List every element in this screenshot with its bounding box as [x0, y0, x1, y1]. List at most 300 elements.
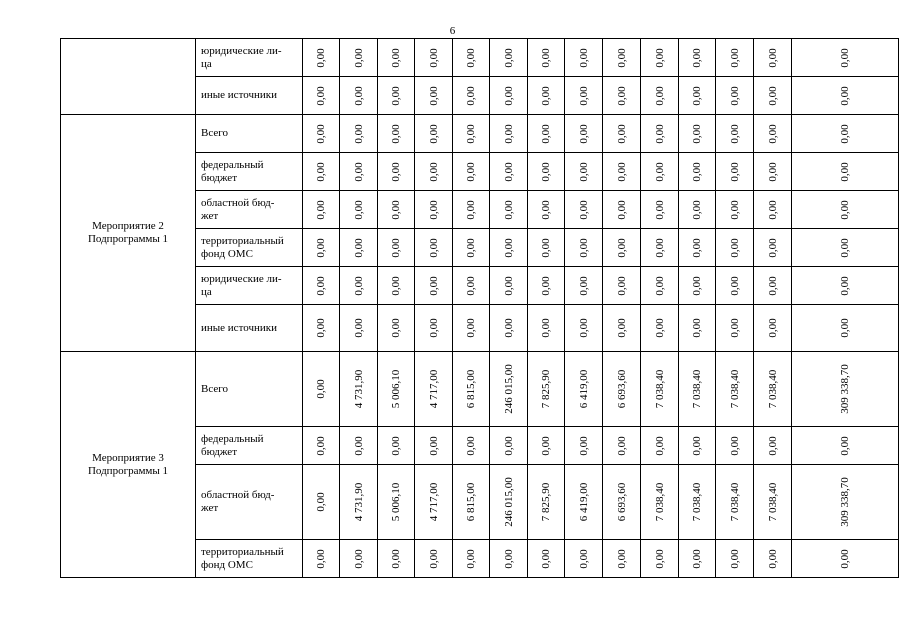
value-text: 0,00: [653, 275, 666, 296]
total-text: 0,00: [839, 435, 851, 456]
value-cell: [565, 540, 603, 578]
value-text: 0,00: [766, 199, 779, 220]
value-text: 0,00: [502, 47, 515, 68]
value-text: 0,00: [728, 85, 741, 106]
value-text: 0,00: [615, 435, 628, 456]
value-text: 0,00: [315, 492, 327, 512]
funding-source: Всего: [196, 352, 303, 427]
total-text: 0,00: [839, 161, 851, 182]
value-text: 0,00: [502, 85, 515, 106]
value-text: 0,00: [540, 47, 552, 68]
total-cell: [792, 39, 899, 77]
value-cell: [453, 267, 490, 305]
total-cell: [792, 540, 899, 578]
value-cell: [378, 267, 415, 305]
value-cell: [716, 191, 754, 229]
value-text: 0,00: [315, 318, 327, 338]
value-text: 6 693,60: [615, 482, 628, 522]
value-cell: [303, 39, 340, 77]
funding-source: областной бюд- жет: [196, 465, 303, 540]
value-text: 0,00: [390, 199, 402, 220]
value-text: 0,00: [352, 275, 365, 296]
value-cell: [415, 305, 453, 352]
value-text: 4 731,90: [352, 482, 365, 522]
value-cell: [528, 229, 565, 267]
value-text: 0,00: [728, 47, 741, 68]
value-cell: [303, 465, 340, 540]
value-text: 0,00: [728, 275, 741, 296]
value-text: 0,00: [352, 435, 365, 456]
value-text: 0,00: [540, 161, 552, 182]
value-text: 0,00: [615, 47, 628, 68]
value-text: 0,00: [577, 435, 590, 456]
value-text: 0,00: [691, 318, 703, 338]
value-text: 0,00: [653, 318, 666, 338]
table-row: [61, 352, 899, 427]
value-text: 0,00: [315, 85, 327, 106]
value-cell: [378, 191, 415, 229]
value-cell: [754, 305, 792, 352]
value-text: 0,00: [766, 85, 779, 106]
value-cell: [378, 77, 415, 115]
value-text: 0,00: [502, 318, 515, 338]
value-text: 0,00: [653, 199, 666, 220]
budget-table: [60, 38, 899, 578]
value-cell: [603, 305, 641, 352]
value-cell: [716, 352, 754, 427]
value-text: 5 006,10: [390, 482, 402, 522]
value-cell: [340, 540, 378, 578]
value-text: 0,00: [465, 161, 477, 182]
value-text: 7 038,40: [691, 369, 703, 409]
value-text: 0,00: [465, 435, 477, 456]
value-cell: [303, 115, 340, 153]
value-text: 0,00: [766, 123, 779, 144]
value-text: 0,00: [427, 548, 440, 569]
value-text: 0,00: [577, 199, 590, 220]
value-cell: [340, 352, 378, 427]
value-text: 7 038,40: [728, 369, 741, 409]
value-text: 0,00: [427, 85, 440, 106]
value-text: 0,00: [502, 199, 515, 220]
value-cell: [378, 115, 415, 153]
value-text: 0,00: [577, 123, 590, 144]
value-text: 0,00: [577, 318, 590, 338]
value-cell: [565, 352, 603, 427]
value-cell: [679, 267, 716, 305]
value-cell: [303, 305, 340, 352]
value-cell: [528, 115, 565, 153]
value-cell: [716, 229, 754, 267]
value-text: 0,00: [315, 548, 327, 569]
value-cell: [378, 229, 415, 267]
value-cell: [528, 77, 565, 115]
value-cell: [378, 153, 415, 191]
value-text: 6 419,00: [577, 369, 590, 409]
value-cell: [641, 540, 679, 578]
value-cell: [528, 305, 565, 352]
value-text: 0,00: [540, 318, 552, 338]
value-text: 0,00: [352, 123, 365, 144]
value-text: 0,00: [728, 161, 741, 182]
value-cell: [415, 115, 453, 153]
value-cell: [303, 427, 340, 465]
value-cell: [754, 153, 792, 191]
value-cell: [340, 465, 378, 540]
value-cell: [679, 465, 716, 540]
value-text: 0,00: [427, 237, 440, 258]
value-cell: [716, 153, 754, 191]
value-text: 0,00: [766, 237, 779, 258]
value-cell: [679, 39, 716, 77]
value-cell: [641, 39, 679, 77]
value-cell: [303, 267, 340, 305]
value-text: 0,00: [766, 318, 779, 338]
table-row: [61, 39, 899, 77]
value-cell: [340, 39, 378, 77]
value-text: 7 038,40: [691, 482, 703, 522]
total-text: 0,00: [839, 47, 851, 68]
total-cell: [792, 427, 899, 465]
value-cell: [340, 427, 378, 465]
value-cell: [641, 465, 679, 540]
value-text: 0,00: [502, 435, 515, 456]
value-text: 0,00: [691, 85, 703, 106]
value-cell: [679, 191, 716, 229]
value-cell: [453, 115, 490, 153]
value-cell: [378, 305, 415, 352]
value-cell: [641, 229, 679, 267]
value-cell: [415, 465, 453, 540]
value-cell: [716, 427, 754, 465]
value-cell: [528, 267, 565, 305]
value-cell: [340, 115, 378, 153]
value-text: 0,00: [540, 435, 552, 456]
total-text: 0,00: [839, 85, 851, 106]
value-cell: [490, 305, 528, 352]
value-cell: [603, 540, 641, 578]
value-cell: [378, 427, 415, 465]
value-cell: [679, 77, 716, 115]
funding-source: Всего: [196, 115, 303, 153]
funding-source: федеральный бюджет: [196, 427, 303, 465]
value-text: 0,00: [540, 199, 552, 220]
value-cell: [565, 267, 603, 305]
value-text: 0,00: [465, 85, 477, 106]
value-cell: [415, 39, 453, 77]
total-text: 309 338,70: [839, 364, 851, 414]
value-cell: [415, 191, 453, 229]
value-text: 7 038,40: [766, 369, 779, 409]
total-text: 0,00: [839, 275, 851, 296]
value-cell: [528, 39, 565, 77]
value-text: 0,00: [502, 275, 515, 296]
value-text: 0,00: [465, 47, 477, 68]
value-cell: [603, 115, 641, 153]
value-cell: [641, 191, 679, 229]
value-text: 0,00: [540, 275, 552, 296]
value-text: 0,00: [315, 123, 327, 144]
value-cell: [565, 77, 603, 115]
value-text: 0,00: [390, 85, 402, 106]
value-text: 0,00: [390, 435, 402, 456]
value-text: 0,00: [691, 435, 703, 456]
value-text: 0,00: [315, 47, 327, 68]
value-text: 0,00: [615, 237, 628, 258]
value-cell: [565, 305, 603, 352]
value-text: 0,00: [615, 123, 628, 144]
value-text: 0,00: [352, 548, 365, 569]
value-text: 0,00: [352, 237, 365, 258]
value-cell: [453, 191, 490, 229]
value-text: 0,00: [728, 237, 741, 258]
value-cell: [565, 229, 603, 267]
value-cell: [528, 465, 565, 540]
value-cell: [453, 465, 490, 540]
value-text: 0,00: [502, 237, 515, 258]
value-cell: [340, 267, 378, 305]
value-cell: [490, 39, 528, 77]
value-cell: [490, 115, 528, 153]
value-cell: [603, 427, 641, 465]
value-text: 0,00: [728, 199, 741, 220]
funding-source: областной бюд- жет: [196, 191, 303, 229]
value-text: 0,00: [465, 275, 477, 296]
value-cell: [378, 540, 415, 578]
total-text: 0,00: [839, 123, 851, 144]
value-cell: [528, 191, 565, 229]
value-text: 6 419,00: [577, 482, 590, 522]
value-cell: [754, 465, 792, 540]
value-cell: [716, 39, 754, 77]
value-text: 4 717,00: [427, 482, 440, 522]
funding-source: федеральный бюджет: [196, 153, 303, 191]
value-text: 0,00: [691, 199, 703, 220]
value-cell: [565, 39, 603, 77]
value-text: 246 015,00: [502, 477, 515, 527]
value-text: 0,00: [653, 123, 666, 144]
value-text: 0,00: [577, 85, 590, 106]
value-text: 0,00: [728, 318, 741, 338]
value-text: 0,00: [615, 85, 628, 106]
value-text: 0,00: [465, 548, 477, 569]
value-text: 0,00: [766, 435, 779, 456]
value-cell: [641, 352, 679, 427]
value-cell: [716, 267, 754, 305]
total-cell: [792, 115, 899, 153]
value-cell: [303, 191, 340, 229]
value-cell: [565, 191, 603, 229]
value-cell: [603, 229, 641, 267]
value-text: 0,00: [390, 161, 402, 182]
value-cell: [415, 267, 453, 305]
value-cell: [603, 153, 641, 191]
value-text: 0,00: [465, 318, 477, 338]
value-cell: [603, 352, 641, 427]
value-cell: [679, 305, 716, 352]
value-cell: [603, 465, 641, 540]
value-text: 0,00: [352, 199, 365, 220]
value-text: 0,00: [352, 85, 365, 106]
value-text: 0,00: [390, 318, 402, 338]
value-cell: [378, 465, 415, 540]
value-text: 0,00: [502, 161, 515, 182]
total-text: 309 338,70: [839, 477, 851, 527]
value-cell: [453, 39, 490, 77]
value-text: 0,00: [653, 161, 666, 182]
value-text: 0,00: [653, 47, 666, 68]
value-cell: [453, 229, 490, 267]
value-cell: [754, 267, 792, 305]
value-cell: [754, 115, 792, 153]
value-text: 7 038,40: [766, 482, 779, 522]
value-cell: [453, 77, 490, 115]
value-cell: [528, 427, 565, 465]
value-cell: [303, 229, 340, 267]
funding-source: территориальный фонд ОМС: [196, 229, 303, 267]
funding-source: иные источники: [196, 305, 303, 352]
value-cell: [340, 153, 378, 191]
value-text: 0,00: [315, 379, 327, 399]
value-cell: [378, 352, 415, 427]
value-text: 0,00: [390, 237, 402, 258]
value-text: 5 006,10: [390, 369, 402, 409]
value-cell: [490, 153, 528, 191]
funding-source: территориальный фонд ОМС: [196, 540, 303, 578]
value-text: 6 815,00: [465, 369, 477, 409]
value-cell: [565, 115, 603, 153]
value-text: 0,00: [390, 548, 402, 569]
value-cell: [679, 115, 716, 153]
value-cell: [490, 229, 528, 267]
value-text: 0,00: [691, 123, 703, 144]
value-text: 7 038,40: [653, 369, 666, 409]
value-cell: [415, 77, 453, 115]
value-cell: [415, 229, 453, 267]
value-text: 0,00: [653, 85, 666, 106]
funding-source: юридические ли- ца: [196, 267, 303, 305]
value-cell: [490, 77, 528, 115]
value-cell: [303, 153, 340, 191]
value-cell: [415, 540, 453, 578]
value-cell: [603, 77, 641, 115]
total-cell: [792, 153, 899, 191]
value-text: 4 731,90: [352, 369, 365, 409]
value-cell: [679, 427, 716, 465]
value-text: 0,00: [427, 435, 440, 456]
total-cell: [792, 352, 899, 427]
value-cell: [453, 540, 490, 578]
value-cell: [565, 465, 603, 540]
value-text: 6 693,60: [615, 369, 628, 409]
value-cell: [378, 39, 415, 77]
value-text: 0,00: [352, 47, 365, 68]
value-cell: [679, 153, 716, 191]
value-cell: [679, 540, 716, 578]
value-cell: [415, 352, 453, 427]
value-text: 0,00: [653, 237, 666, 258]
value-text: 0,00: [766, 275, 779, 296]
value-cell: [716, 465, 754, 540]
value-cell: [679, 229, 716, 267]
value-cell: [490, 352, 528, 427]
value-text: 0,00: [653, 548, 666, 569]
value-text: 0,00: [315, 161, 327, 182]
value-text: 0,00: [465, 199, 477, 220]
value-text: 0,00: [427, 123, 440, 144]
total-text: 0,00: [839, 548, 851, 569]
value-text: 4 717,00: [427, 369, 440, 409]
value-text: 0,00: [728, 548, 741, 569]
value-text: 0,00: [540, 123, 552, 144]
value-cell: [716, 540, 754, 578]
value-text: 0,00: [315, 435, 327, 456]
value-cell: [641, 153, 679, 191]
value-cell: [754, 191, 792, 229]
value-text: 7 825,90: [540, 482, 552, 522]
value-cell: [528, 153, 565, 191]
value-cell: [716, 305, 754, 352]
value-text: 0,00: [540, 548, 552, 569]
value-cell: [603, 39, 641, 77]
value-text: 0,00: [766, 161, 779, 182]
value-text: 6 815,00: [465, 482, 477, 522]
value-cell: [490, 191, 528, 229]
value-cell: [754, 39, 792, 77]
value-cell: [340, 77, 378, 115]
value-cell: [754, 352, 792, 427]
value-text: 7 038,40: [653, 482, 666, 522]
value-text: 0,00: [615, 275, 628, 296]
value-text: 0,00: [615, 318, 628, 338]
value-cell: [565, 153, 603, 191]
value-cell: [340, 191, 378, 229]
value-cell: [754, 540, 792, 578]
value-cell: [641, 305, 679, 352]
value-cell: [490, 465, 528, 540]
page-number: 6: [449, 25, 456, 37]
total-cell: [792, 191, 899, 229]
value-text: 0,00: [390, 275, 402, 296]
value-cell: [453, 427, 490, 465]
value-cell: [716, 115, 754, 153]
value-text: 0,00: [502, 123, 515, 144]
value-cell: [340, 229, 378, 267]
value-text: 0,00: [577, 548, 590, 569]
value-text: 0,00: [691, 548, 703, 569]
value-cell: [641, 267, 679, 305]
value-text: 0,00: [577, 275, 590, 296]
value-text: 0,00: [728, 123, 741, 144]
value-cell: [603, 191, 641, 229]
value-text: 0,00: [653, 435, 666, 456]
value-text: 0,00: [427, 161, 440, 182]
value-cell: [303, 352, 340, 427]
value-text: 0,00: [390, 123, 402, 144]
value-text: 0,00: [540, 237, 552, 258]
total-cell: [792, 465, 899, 540]
value-cell: [679, 352, 716, 427]
value-text: 0,00: [766, 548, 779, 569]
total-text: 0,00: [839, 318, 851, 338]
value-text: 0,00: [465, 237, 477, 258]
value-text: 0,00: [465, 123, 477, 144]
funding-source: юридические ли- ца: [196, 39, 303, 77]
value-cell: [415, 153, 453, 191]
value-text: 0,00: [691, 47, 703, 68]
value-cell: [641, 77, 679, 115]
value-text: 0,00: [728, 435, 741, 456]
